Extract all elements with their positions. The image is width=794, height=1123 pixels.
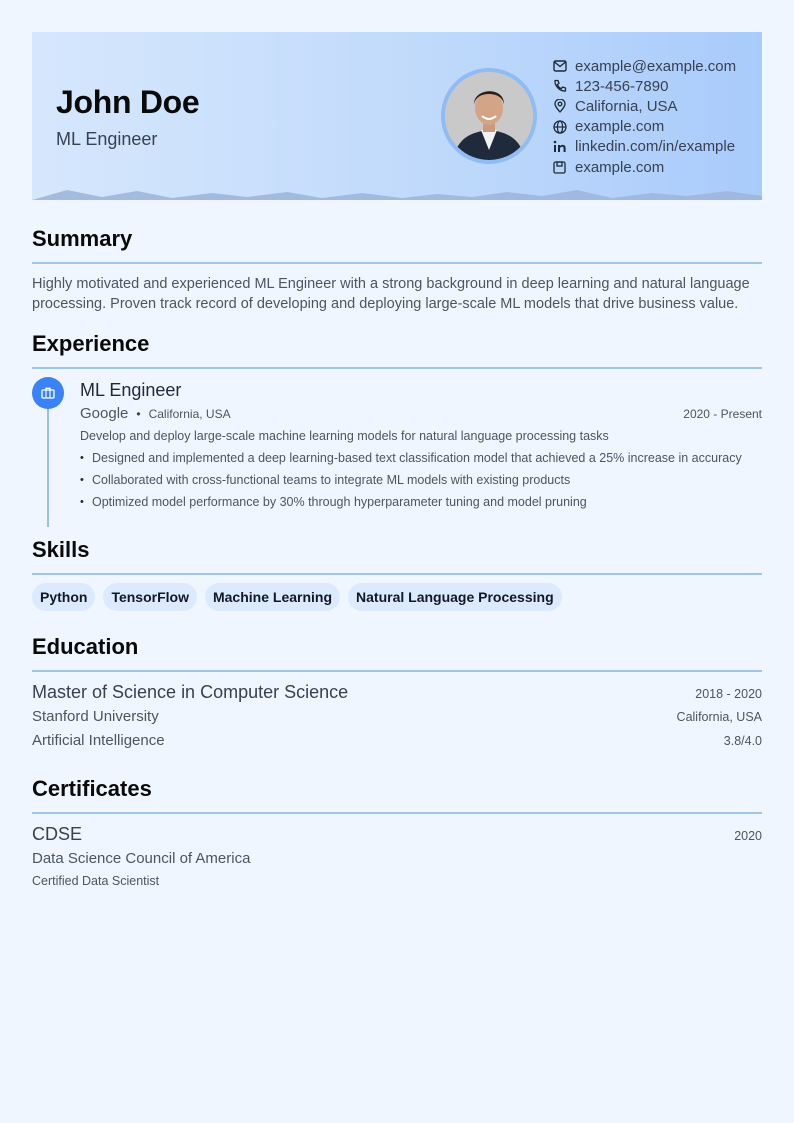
contact-email[interactable]	[552, 56, 736, 76]
experience-section	[32, 331, 762, 519]
location-pin-icon	[552, 99, 567, 114]
certificates-heading: Certificates	[32, 776, 152, 801]
job-description: Develop and deploy large-scale machine learning models for natural language processing tasks	[80, 429, 609, 443]
candidate-name: John Doe	[56, 84, 200, 120]
degree: Master of Science in Computer Science	[32, 682, 349, 702]
candidate-title: ML Engineer	[56, 129, 158, 149]
job-meta	[80, 403, 762, 425]
contact-location-text: California, USA	[575, 97, 678, 115]
certificate-issuer: Data Science Council of America	[32, 850, 251, 867]
certificate-item	[32, 824, 762, 894]
certificate-year: 2020	[734, 829, 762, 843]
job-achievements	[80, 447, 762, 513]
skill-chip: Natural Language Processing	[348, 583, 562, 611]
skill-chip: Machine Learning	[205, 583, 340, 611]
school: Stanford University	[32, 708, 159, 725]
meta-separator: •	[136, 407, 141, 421]
contact-portfolio[interactable]	[552, 157, 736, 177]
experience-item	[32, 377, 762, 519]
skills-heading: Skills	[32, 537, 90, 562]
contact-website[interactable]	[552, 117, 736, 137]
mail-icon	[552, 59, 567, 74]
contact-location	[552, 96, 736, 116]
contact-phone[interactable]	[552, 76, 736, 96]
job-company: Google	[80, 405, 129, 422]
globe-icon	[552, 119, 567, 134]
resume-header	[32, 32, 762, 200]
section-divider	[32, 262, 762, 264]
contact-list	[552, 56, 736, 177]
timeline-line	[47, 393, 49, 527]
timeline-marker	[32, 377, 64, 409]
contact-linkedin[interactable]	[552, 137, 736, 157]
skill-chip: Python	[32, 583, 95, 611]
gpa: 3.8/4.0	[723, 734, 762, 748]
education-section	[32, 634, 762, 756]
field-of-study: Artificial Intelligence	[32, 732, 165, 749]
job-role: ML Engineer	[80, 380, 182, 400]
job-location: California, USA	[148, 407, 231, 421]
section-divider	[32, 670, 762, 672]
contact-email-text: example@example.com	[575, 57, 737, 75]
contact-portfolio-text: example.com	[575, 158, 665, 176]
certificate-name: CDSE	[32, 824, 83, 844]
summary-heading: Summary	[32, 226, 133, 251]
contact-linkedin-text: linkedin.com/in/example	[575, 138, 736, 156]
experience-heading: Experience	[32, 331, 150, 356]
skill-chip: TensorFlow	[103, 583, 197, 611]
skill-chips	[32, 583, 762, 611]
achievement-item: • Designed and implemented a deep learning-based text classification model that achieved a 25% increase in accuracy	[80, 447, 762, 469]
achievement-item: • Collaborated with cross-functional teams to integrate ML models with existing products	[80, 469, 762, 491]
profile-photo	[445, 72, 533, 160]
certificate-description: Certified Data Scientist	[32, 874, 160, 888]
section-divider	[32, 573, 762, 575]
section-divider	[32, 367, 762, 369]
avatar	[441, 68, 537, 164]
job-dates: 2020 - Present	[683, 407, 762, 421]
section-divider	[32, 812, 762, 814]
contact-website-text: example.com	[575, 118, 665, 136]
contact-phone-text: 123-456-7890	[575, 77, 669, 95]
certificates-section	[32, 776, 762, 894]
linkedin-icon	[552, 139, 567, 154]
summary-section	[32, 226, 762, 314]
phone-icon	[552, 79, 567, 94]
education-item	[32, 682, 762, 756]
decorative-waves	[32, 184, 762, 200]
education-dates: 2018 - 2020	[695, 687, 762, 701]
portfolio-icon	[552, 160, 567, 175]
skills-section	[32, 537, 762, 611]
summary-text: Highly motivated and experienced ML Engineer with a strong background in deep learning and natural language processing. Proven track record of developing and deploying large-scale ML models that drive business value.	[32, 276, 750, 312]
education-heading: Education	[32, 634, 139, 659]
school-location: California, USA	[676, 710, 762, 724]
briefcase-icon	[41, 387, 55, 399]
achievement-item: • Optimized model performance by 30% through hyperparameter tuning and model pruning	[80, 491, 762, 513]
